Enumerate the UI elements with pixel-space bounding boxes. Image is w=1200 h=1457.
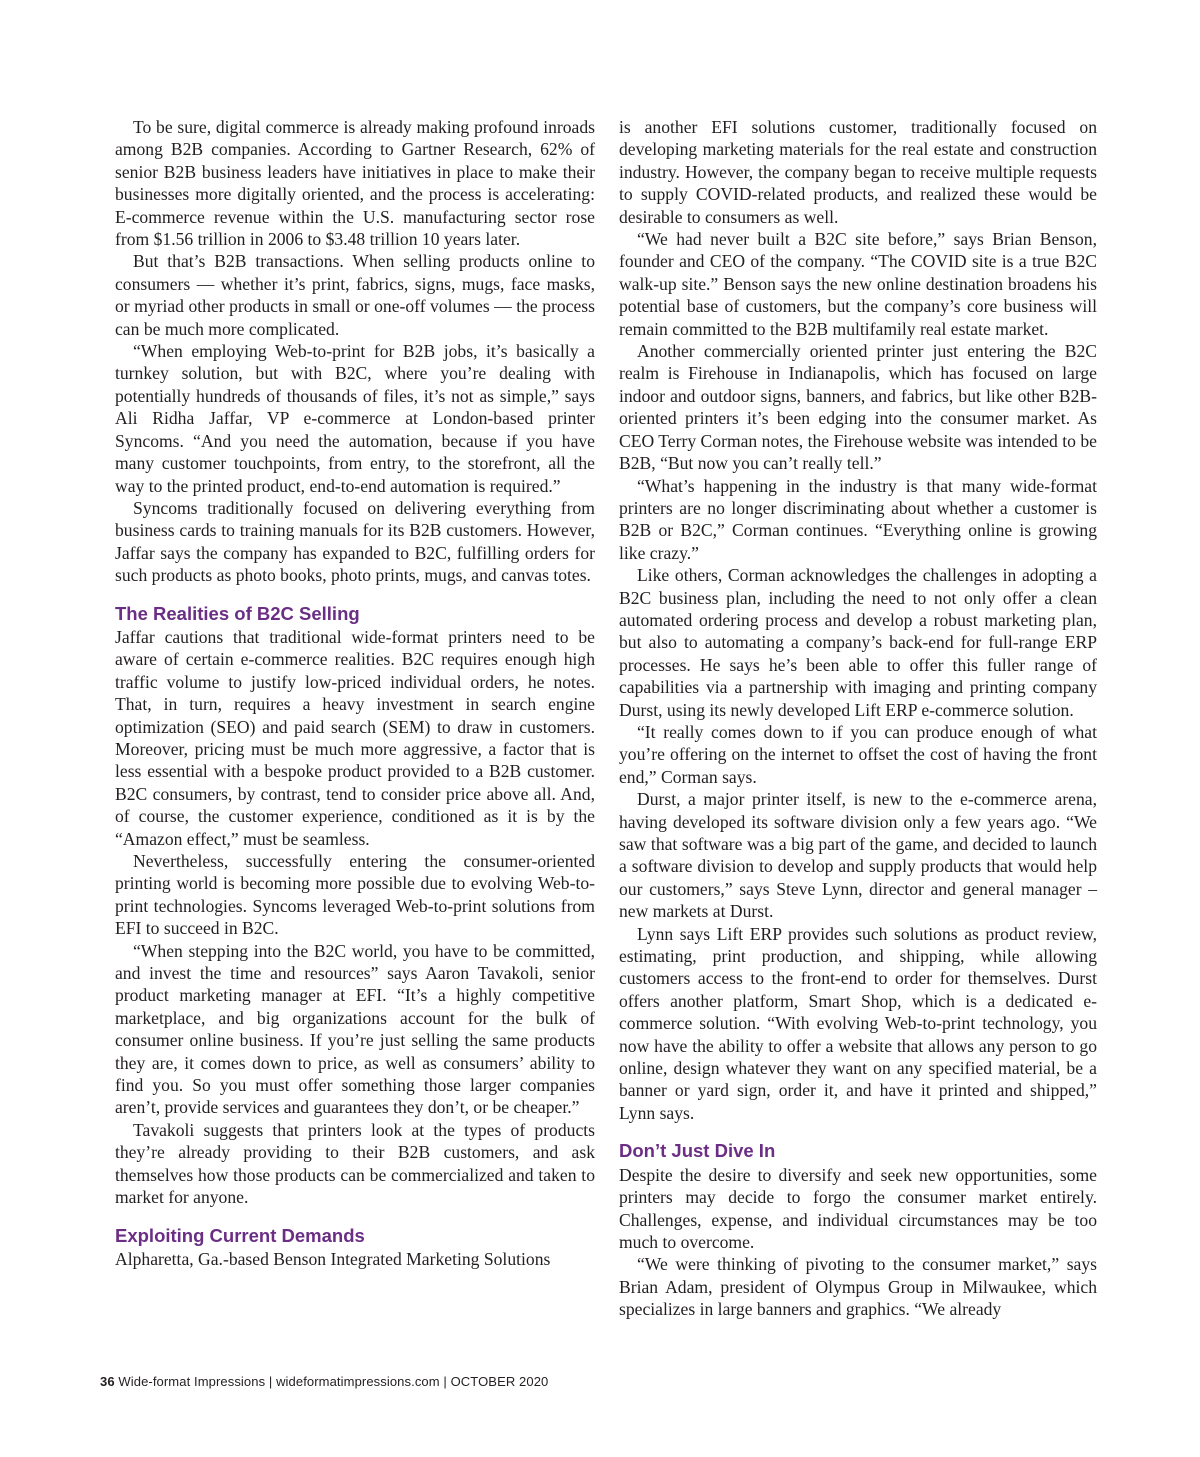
paragraph: “We had never built a B2C site before,” says Brian Benson, founder and CEO of the company. “The COVID site is a true B2C walk-up site.” Benson says the new online destination broadens his potential base of customers, but the company’s core business will remain committed to the B2B multifamily real estate market.	[619, 229, 1097, 339]
paragraph: Despite the desire to diversify and seek new opportunities, some printers may decide to forgo the consumer market entirely. Challenges, expense, and individual circumstances may be too much to overcome.	[619, 1164, 1097, 1252]
section-heading: Exploiting Current Demands	[115, 1224, 365, 1246]
paragraph: Jaffar cautions that traditional wide-format printers need to be aware of certain e-commerce realities. B2C requires enough high traffic volume to justify low-priced individual orders, he notes. That, in turn, requires a heavy investment in search engine optimization (SEO) and paid search (SEM) to draw in customers. Moreover, pricing must be much more aggressive, a factor that is less essential with a bespoke product provided to a B2B customer. B2C consumers, by contrast, tend to consider price above all. And, of course, the customer experience, conditioned as it is by the “Amazon effect,” must be seamless.	[115, 626, 595, 849]
paragraph: Syncoms traditionally focused on delivering everything from business cards to training manuals for its B2B customers. However, Jaffar says the company has expanded to B2C, fulfilling orders for such products as photo books, photo prints, mugs, and canvas totes.	[115, 497, 595, 586]
right-column	[619, 116, 1097, 1321]
paragraph: Durst, a major printer itself, is new to the e-commerce arena, having developed its software division only a few years ago. “We saw that software was a big part of the game, and decided to launch a software division to develop and supply products that would help our customers,” says Steve Lynn, director and general manager – new markets at Durst.	[619, 789, 1097, 922]
footer-text: Wide-format Impressions | wideformatimpressions.com | OCTOBER 2020	[118, 1374, 549, 1389]
paragraph: Alpharetta, Ga.-based Benson Integrated Marketing Solutions	[115, 1248, 551, 1269]
paragraph: “When stepping into the B2C world, you have to be committed, and invest the time and resources” says Aaron Tavakoli, senior product marketing manager at EFI. “It’s a highly competitive marketplace, and big organizations account for the bulk of consumer online business. If you’re just selling the same products they are, it comes down to price, as well as consumers’ ability to find you. So you must offer something those larger companies aren’t, provide services and guarantees they don’t, or be cheaper.”	[115, 940, 595, 1118]
paragraph: “We were thinking of pivoting to the consumer market,” says Brian Adam, president of Olympus Group in Milwaukee, which specializes in large banners and graphics. “We already	[619, 1254, 1097, 1320]
paragraph: Lynn says Lift ERP provides such solutions as product review, estimating, print production, and shipping, while allowing customers access to the front-end to order for themselves. Durst offers another platform, Smart Shop, which is a dedicated e-commerce solution. “With evolving Web-to-print technology, you now have the ability to offer a website that allows any person to go online, design whatever they want on any specified material, be a banner or yard sign, order it, and have it printed and shipped,” Lynn says.	[619, 923, 1097, 1123]
paragraph: is another EFI solutions customer, traditionally focused on developing marketing materials for the real estate and construction industry. However, the company began to receive multiple requests to supply COVID-related products, and realized these would be desirable to consumers as well.	[619, 117, 1097, 227]
paragraph: Like others, Corman acknowledges the challenges in adopting a B2C business plan, including the need to not only offer a clean automated ordering process and develop a robust marketing plan, but also to automating a company’s back-end for full-range ERP processes. He says he’s been able to offer this fuller range of capabilities via a partnership with imaging and printing company Durst, using its newly developed Lift ERP e-commerce solution.	[619, 565, 1097, 720]
paragraph: Nevertheless, successfully entering the consumer-oriented printing world is becoming more possible due to evolving Web-to-print technologies. Syncoms leveraged Web-to-print solutions from EFI to succeed in B2C.	[115, 851, 595, 939]
paragraph: But that’s B2B transactions. When selling products online to consumers — whether it’s print, fabrics, signs, mugs, face masks, or myriad other products in small or one-off volumes — the process can be much more complicated.	[115, 251, 595, 339]
left-column	[115, 116, 595, 1270]
paragraph: Tavakoli suggests that printers look at the types of products they’re already providing to their B2B customers, and ask themselves how those products can be commercialized and taken to market for anyone.	[115, 1119, 595, 1208]
paragraph: To be sure, digital commerce is already making profound inroads among B2B companies. According to Gartner Research, 62% of senior B2B business leaders have initiatives in place to make their businesses more digitally oriented, and the process is accelerating: E-commerce revenue within the U.S. manufacturing sector rose from $1.56 trillion in 2006 to $3.48 trillion 10 years later.	[115, 117, 595, 250]
paragraph: “It really comes down to if you can produce enough of what you’re offering on the internet to offset the cost of having the front end,” Corman says.	[619, 721, 1097, 787]
section-heading: The Realities of B2C Selling	[115, 602, 360, 624]
section-heading: Don’t Just Dive In	[619, 1140, 776, 1162]
paragraph: “What’s happening in the industry is that many wide-format printers are no longer discriminating about whether a customer is B2B or B2C,” Corman continues. “Everything online is growing like crazy.”	[619, 475, 1097, 563]
paragraph: Another commercially oriented printer just entering the B2C realm is Firehouse in Indianapolis, which has focused on large indoor and outdoor signs, banners, and fabrics, but like other B2B-oriented printers it’s been edging into the consumer market. As CEO Terry Corman notes, the Firehouse website was intended to be B2B, “But now you can’t really tell.”	[619, 341, 1097, 474]
paragraph: “When employing Web-to-print for B2B jobs, it’s basically a turnkey solution, but with B2C, where you’re dealing with potentially hundreds of thousands of files, it’s not as simple,” says Ali Ridha Jaffar, VP e-commerce at London-based printer Syncoms. “And you need the automation, because if you have many customer touchpoints, from entry, to the storefront, all the way to the printed product, end-to-end automation is required.”	[115, 341, 595, 496]
page-footer	[100, 1374, 548, 1389]
page-number: 36	[100, 1374, 115, 1389]
